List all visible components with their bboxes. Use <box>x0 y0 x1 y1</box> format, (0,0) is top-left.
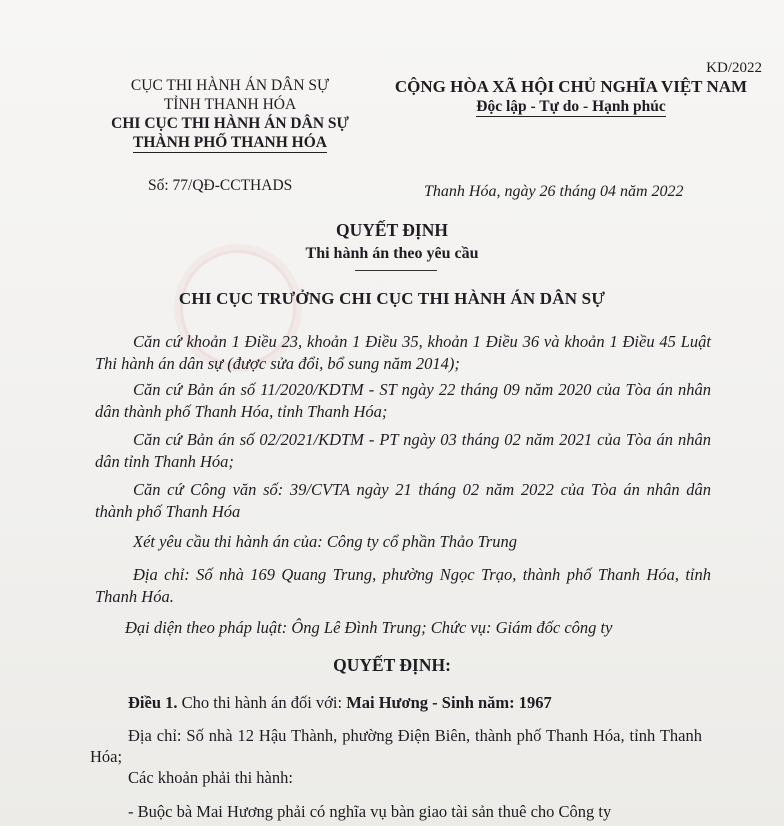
ground-paragraph: Căn cứ Bản án số 11/2020/KDTM - ST ngày 22 tháng 09 năm 2020 của Tòa án nhân dân thành phố Thanh Hóa, tỉnh Thanh Hóa; <box>95 380 711 421</box>
nation-name: CỘNG HÒA XÃ HỘI CHỦ NGHĨA VIỆT NAM <box>394 77 748 96</box>
form-code: KD/2022 <box>706 60 762 76</box>
article-1-party: Mai Hương - Sinh năm: 1967 <box>346 693 552 712</box>
article-1-text: Cho thi hành án đối với: <box>177 693 347 712</box>
agency-line-3: CHI CỤC THI HÀNH ÁN DÂN SỰ <box>111 115 349 132</box>
article-1-label: Điều 1. <box>128 693 178 712</box>
nation-motto: Độc lập - Tự do - Hạnh phúc <box>476 98 666 115</box>
agency-line-1: CỤC THI HÀNH ÁN DÂN SỰ <box>130 77 330 94</box>
ground-paragraph: Đại diện theo pháp luật: Ông Lê Đình Trung; Chức vụ: Giám đốc công ty <box>125 618 613 637</box>
document-subtitle: Thi hành án theo yêu cầu <box>305 245 479 262</box>
ground-paragraph: Căn cứ khoản 1 Điều 23, khoản 1 Điều 35, khoản 1 Điều 36 và khoản 1 Điều 45 Luật Thi hành án dân sự (được sửa đổi, bổ sung năm 2014); <box>95 332 711 373</box>
ground-paragraph: Căn cứ Công văn số: 39/CVTA ngày 21 tháng 02 năm 2022 của Tòa án nhân dân thành phố Thanh Hóa <box>95 480 711 521</box>
issuing-agency-block <box>90 76 370 153</box>
document-title: QUYẾT ĐỊNH <box>336 220 448 240</box>
ground-paragraph: Xét yêu cầu thi hành án của: Công ty cổ phần Thảo Trung <box>133 532 518 551</box>
document-number: Số: 77/QĐ-CCTHADS <box>148 177 293 194</box>
obligations-label: Các khoản phải thi hành: <box>128 768 293 787</box>
ground-paragraph: Địa chỉ: Số nhà 169 Quang Trung, phường Ngọc Trạo, thành phố Thanh Hóa, tỉnh Thanh Hóa. <box>95 565 711 606</box>
article-1 <box>90 692 702 713</box>
decision-heading: QUYẾT ĐỊNH: <box>333 655 451 675</box>
ground-paragraph: Căn cứ Bản án số 02/2021/KDTM - PT ngày 03 tháng 02 năm 2021 của Tòa án nhân dân tỉnh Thanh Hóa; <box>95 430 711 471</box>
obligation-item: - Buộc bà Mai Hương phải có nghĩa vụ bàn giao tài sản thuê cho Công ty <box>128 802 612 821</box>
party-address: Địa chỉ: Số nhà 12 Hậu Thành, phường Điện Biên, thành phố Thanh Hóa, tỉnh Thanh Hóa; <box>90 726 702 766</box>
agency-line-4: THÀNH PHỐ THANH HÓA <box>133 134 327 151</box>
issuer-title: CHI CỤC TRƯỞNG CHI CỤC THI HÀNH ÁN DÂN SỰ <box>178 289 606 308</box>
title-underline <box>355 270 437 271</box>
agency-line-2: TỈNH THANH HÓA <box>163 96 297 113</box>
place-and-date: Thanh Hóa, ngày 26 tháng 04 năm 2022 <box>424 183 684 200</box>
national-motto-block <box>382 77 760 117</box>
